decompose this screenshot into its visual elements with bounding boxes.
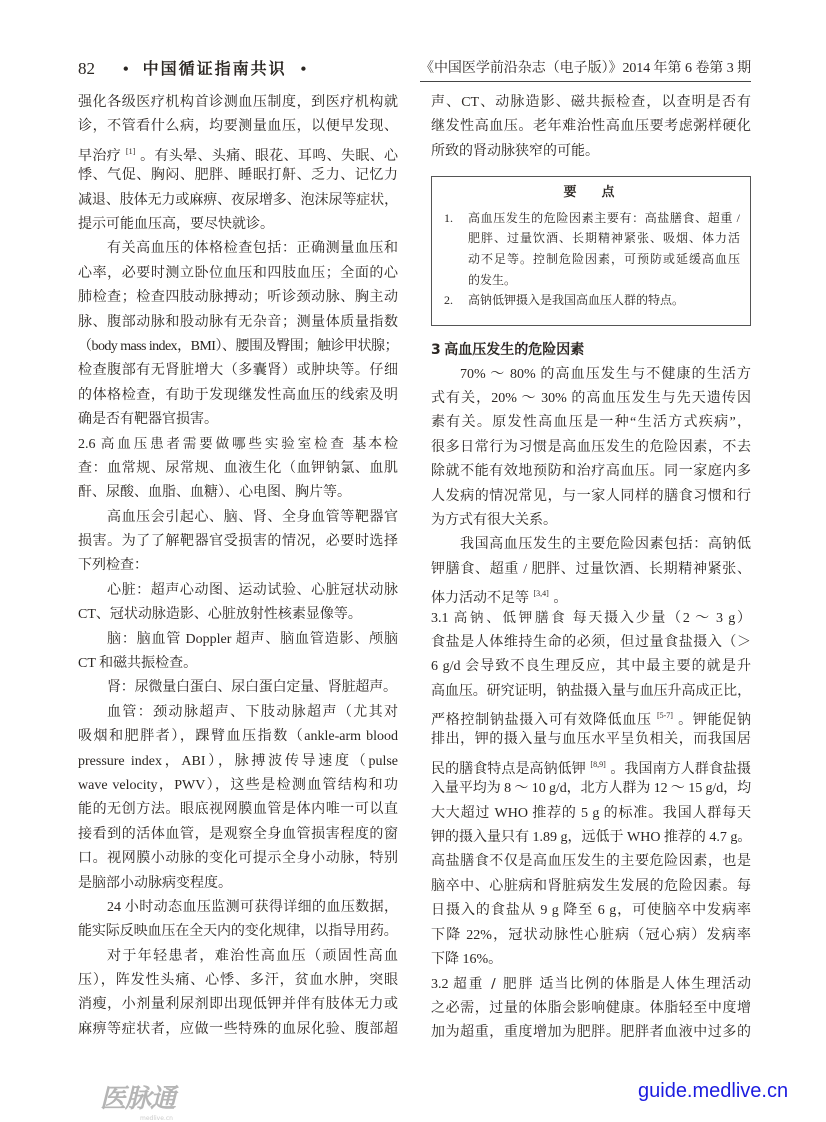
text-line: 肥胖、过量饮酒、长期精神紧张、吸烟、体力活 bbox=[468, 231, 740, 246]
text-line bbox=[431, 582, 751, 606]
text-line: 血管：颈动脉超声、下肢动脉超声（尤其对 bbox=[107, 704, 398, 720]
text-line: 接看到的活体血管，是观察全身血管损害程度的窗 bbox=[78, 826, 398, 842]
text-line: 继发性高血压。老年难治性高血压要考虑粥样硬化 bbox=[431, 119, 751, 135]
key-points-box bbox=[431, 176, 751, 326]
key-point-item bbox=[444, 290, 740, 311]
text-run: 3.1 bbox=[431, 611, 449, 627]
key-points-title: 要 点 bbox=[563, 185, 621, 201]
text-line: 下列检查： bbox=[78, 558, 148, 574]
text-run: 严格控制钠盐摄入可有效降低血压 bbox=[431, 713, 652, 729]
text-line: 酐、尿酸、血脂、血糖）、心电图、胸片等。 bbox=[78, 485, 351, 501]
bullet-icon: • bbox=[300, 61, 307, 78]
text-line: 加为超重，重度增加为肥胖。肥胖者血液中过多的 bbox=[431, 1025, 751, 1041]
text-run: 。我国南方人群食盐摄 bbox=[610, 761, 752, 777]
subsection-heading: 高血压患者需要做哪些实验室检查 bbox=[100, 436, 347, 453]
text-line: 高血压会引起心、脑、肾、全身血管等靶器官 bbox=[107, 509, 398, 525]
text-line: 的体格检查，有助于发现继发性高血压的线索及明 bbox=[78, 387, 398, 403]
text-line: 压），阵发性头痛、心悸、多汗，贫血水肿，突眼 bbox=[78, 973, 398, 989]
text-line: 损害。为了了解靶器官受损害的情况，必要时选择 bbox=[78, 534, 398, 550]
medlive-logo bbox=[100, 1078, 175, 1122]
text-line: 高钠低钾摄入是我国高血压人群的特点。 bbox=[468, 293, 685, 308]
text-run: 每天摄入少量（2 ～ 3 g） bbox=[572, 611, 752, 627]
text-line: 高盐膳食不仅是高血压发生的主要危险因素，也是 bbox=[431, 854, 751, 870]
text-line: 大大超过 WHO 推荐的 5 g 的标准。我国人群每天 bbox=[431, 805, 751, 821]
text-line: 对于年轻患者，难治性高血压（顽固性高血 bbox=[107, 948, 398, 964]
text-line: 肺检查；检查四肢动脉搏动；听诊颈动脉、胸主动 bbox=[78, 290, 398, 306]
right-column-intro bbox=[431, 91, 751, 164]
text-line: 排出，钾的摄入量与血压水平呈负相关，而我国居 bbox=[431, 732, 751, 748]
text-run: 民的膳食特点是高钠低钾 bbox=[431, 761, 586, 777]
text-line: 心脏：超声心动图、运动试验、心脏冠状动脉 bbox=[107, 582, 398, 598]
right-column-body bbox=[431, 338, 751, 1045]
text-line: （body mass index，BMI）、腰围及臀围；触诊甲状腺； bbox=[78, 338, 398, 354]
text-line: 高血压发生的危险因素主要有：高盐膳食、超重 / bbox=[468, 210, 740, 225]
text-line bbox=[431, 338, 751, 362]
text-line: 能实际反映血压在全天内的变化规律，以指导用药。 bbox=[78, 924, 398, 940]
bullet-icon: • bbox=[123, 61, 129, 78]
text-line: CT 和磁共振检查。 bbox=[78, 655, 198, 671]
paragraph bbox=[78, 628, 398, 677]
paragraph bbox=[431, 363, 751, 534]
paragraph bbox=[78, 506, 398, 579]
text-line: 钾膳食、超重 / 肥胖、过量饮酒、长期精神紧张、 bbox=[431, 561, 751, 577]
paragraph bbox=[78, 432, 398, 505]
section-heading: 高血压发生的危险因素 bbox=[444, 342, 585, 359]
paragraph bbox=[431, 606, 751, 972]
journal-section-title: 中国循证指南共识 bbox=[142, 59, 287, 78]
text-line: 脉、腹部动脉和股动脉有无杂音；测量体质量指数 bbox=[78, 314, 398, 330]
text-line: pressure index，ABI），脉搏波传导速度（pulse bbox=[78, 753, 398, 769]
paragraph bbox=[78, 701, 398, 896]
text-line: 式有关，20% ～ 30% 的高血压发生与先天遗传因 bbox=[431, 390, 751, 406]
citation-ref: [3,4] bbox=[533, 589, 549, 599]
key-point-number: 2. bbox=[444, 293, 453, 308]
subsection-heading: 高钠、低钾膳食 bbox=[453, 610, 568, 627]
section-heading: 3 bbox=[431, 342, 441, 359]
citation-ref: [5-7] bbox=[656, 711, 673, 721]
text-line: 70% ～ 80% 的高血压发生与不健康的生活方 bbox=[460, 366, 751, 382]
running-header-citation: 《中国医学前沿杂志（电子版）》2014 年第 6 卷第 3 期 bbox=[420, 57, 751, 82]
text-line: 查：血常规、尿常规、血液生化（血钾钠氯、血肌 bbox=[78, 460, 398, 476]
paragraph bbox=[78, 237, 398, 432]
text-run: 。有头晕、头痛、眼花、耳鸣、失眠、心 bbox=[140, 148, 399, 164]
key-point-number: 1. bbox=[444, 210, 453, 225]
text-line: 入量平均为 8 ～ 10 g/d，北方人群为 12 ～ 15 g/d，均 bbox=[431, 781, 751, 797]
text-line: 确是否有靶器官损害。 bbox=[78, 412, 218, 428]
text-line: 我国高血压发生的主要危险因素包括：高钠低 bbox=[460, 537, 751, 553]
text-line: 之必需，过量的体脂会影响健康。体脂轻至中度增 bbox=[431, 1000, 751, 1016]
text-line: 日摄入的食盐从 9 g 降至 6 g，可使脑卒中发病率 bbox=[431, 903, 751, 919]
running-header-left bbox=[78, 56, 316, 79]
text-line: 心率，必要时测立卧位血压和四肢血压；全面的心 bbox=[78, 265, 398, 281]
text-line: 除就不能有效地预防和治疗高血压。同一家庭内多 bbox=[431, 464, 751, 480]
subsection-heading: 超重 / 肥胖 bbox=[453, 976, 535, 993]
text-run: 2.6 bbox=[78, 437, 96, 453]
text-line bbox=[431, 606, 751, 630]
logo-subtext: medlive.cn bbox=[140, 1115, 173, 1122]
text-line: 所致的肾动脉狭窄的可能。 bbox=[431, 143, 599, 159]
logo-text: 医脉通 bbox=[100, 1084, 176, 1114]
text-line: 能的无创方法。眼底视网膜血管是体内唯一可以直 bbox=[78, 802, 398, 818]
text-run: 适当比例的体脂是人体生理活动 bbox=[539, 977, 752, 993]
text-run: 。钾能促钠 bbox=[678, 713, 752, 729]
text-run: 。 bbox=[553, 591, 568, 607]
text-line: 很多日常行为习惯是高血压发生的危险因素，不去 bbox=[431, 439, 751, 455]
text-line: 钾的摄入量只有 1.89 g，远低于 WHO 推荐的 4.7 g。 bbox=[431, 829, 752, 845]
text-line: 减退、肢体无力或麻痹、夜尿增多、泡沫尿等症状， bbox=[78, 192, 398, 208]
text-line: 高血压。研究证明，钠盐摄入量与血压升高成正比， bbox=[431, 683, 751, 699]
text-line: 下降 16%。 bbox=[431, 951, 503, 967]
text-line: 口。视网膜小动脉的变化可提示全身小动脉，特别 bbox=[78, 851, 398, 867]
text-line: 消瘦，小剂量利尿剂即出现低钾并伴有肢体无力或 bbox=[78, 997, 398, 1013]
key-point-text bbox=[468, 208, 740, 290]
text-run: 体力活动不足等 bbox=[431, 591, 529, 607]
text-line: 为方式有很大关系。 bbox=[431, 512, 557, 528]
citation-ref: [1] bbox=[125, 146, 136, 156]
paragraph bbox=[431, 972, 751, 1045]
key-point-item bbox=[444, 208, 740, 290]
text-line: 素有关。原发性高血压是一种“生活方式疾病”， bbox=[431, 415, 751, 431]
text-line: CT、冠状动脉造影、心脏放射性核素显像等。 bbox=[78, 607, 362, 623]
text-line: 人发病的情况常见，与一家人同样的膳食习惯和行 bbox=[431, 488, 751, 504]
paragraph bbox=[78, 945, 398, 1043]
text-line: 吸烟和肥胖者），踝臂血压指数（ankle-arm blood bbox=[78, 729, 398, 745]
paragraph bbox=[431, 533, 751, 606]
text-line: 脑：脑血管 Doppler 超声、脑血管造影、颅脑 bbox=[107, 631, 398, 647]
text-line: 强化各级医疗机构首诊测血压制度，到医疗机构就 bbox=[78, 95, 398, 110]
text-line bbox=[431, 704, 751, 728]
text-line bbox=[431, 753, 751, 777]
text-line: 食盐是人体维持生命的必须，但过量食盐摄入（＞ bbox=[431, 634, 751, 650]
text-line: 6 g/d 会导致不良生理反应，其中最主要的就是升 bbox=[431, 659, 751, 675]
text-line: 肾：尿微量白蛋白、尿白蛋白定量、肾脏超声。 bbox=[107, 680, 397, 696]
text-line bbox=[431, 972, 751, 996]
page-number: 82 bbox=[78, 59, 95, 78]
text-line: 脑卒中、心脏病和肾脏病发生发展的危险因素。每 bbox=[431, 878, 751, 894]
text-line: 下降 22%，冠状动脉性心脏病（冠心病）发病率 bbox=[431, 927, 751, 943]
key-point-text bbox=[468, 290, 740, 311]
left-column bbox=[78, 91, 398, 1042]
text-run: 基本检 bbox=[352, 437, 399, 453]
site-link[interactable]: guide.medlive.cn bbox=[638, 1080, 789, 1102]
paragraph bbox=[78, 896, 398, 945]
text-line: 的发生。 bbox=[468, 272, 517, 287]
text-line: 提示可能血压高，要尽快就诊。 bbox=[78, 216, 274, 232]
paragraph bbox=[78, 676, 398, 700]
paragraph bbox=[78, 579, 398, 628]
text-line: wave velocity，PWV），这些是检测血管结构和功 bbox=[78, 777, 398, 793]
text-line: 24 小时动态血压监测可获得详细的血压数据， bbox=[107, 899, 398, 915]
text-line bbox=[78, 432, 398, 456]
text-line: 动不足等。控制危险因素，可预防或延缓高血压 bbox=[468, 251, 740, 266]
text-line: 是脑部小动脉病变程度。 bbox=[78, 875, 232, 891]
text-line: 有关高血压的体格检查包括：正确测量血压和 bbox=[107, 241, 398, 257]
text-run: 3.2 bbox=[431, 977, 449, 993]
text-line bbox=[78, 140, 398, 164]
text-line: 诊，不管看什么病，均要测量血压，以便早发现、 bbox=[78, 119, 398, 135]
citation-ref: [8,9] bbox=[590, 759, 606, 769]
text-line: 麻痹等症状者，应做一些特殊的血尿化验、腹部超 bbox=[78, 1021, 398, 1037]
text-run: 早治疗 bbox=[78, 148, 122, 164]
text-line: 悸、气促、胸闷、肥胖、睡眠打鼾、乏力、记忆力 bbox=[78, 168, 398, 184]
paragraph bbox=[78, 91, 398, 237]
section-heading-block bbox=[431, 338, 751, 362]
paragraph bbox=[431, 91, 751, 164]
right-column bbox=[431, 91, 751, 1046]
text-line: 检查腹部有无肾脏增大（多囊肾）或肿块等。仔细 bbox=[78, 363, 398, 379]
text-line: 声、CT、动脉造影、磁共振检查，以查明是否有 bbox=[431, 95, 751, 110]
